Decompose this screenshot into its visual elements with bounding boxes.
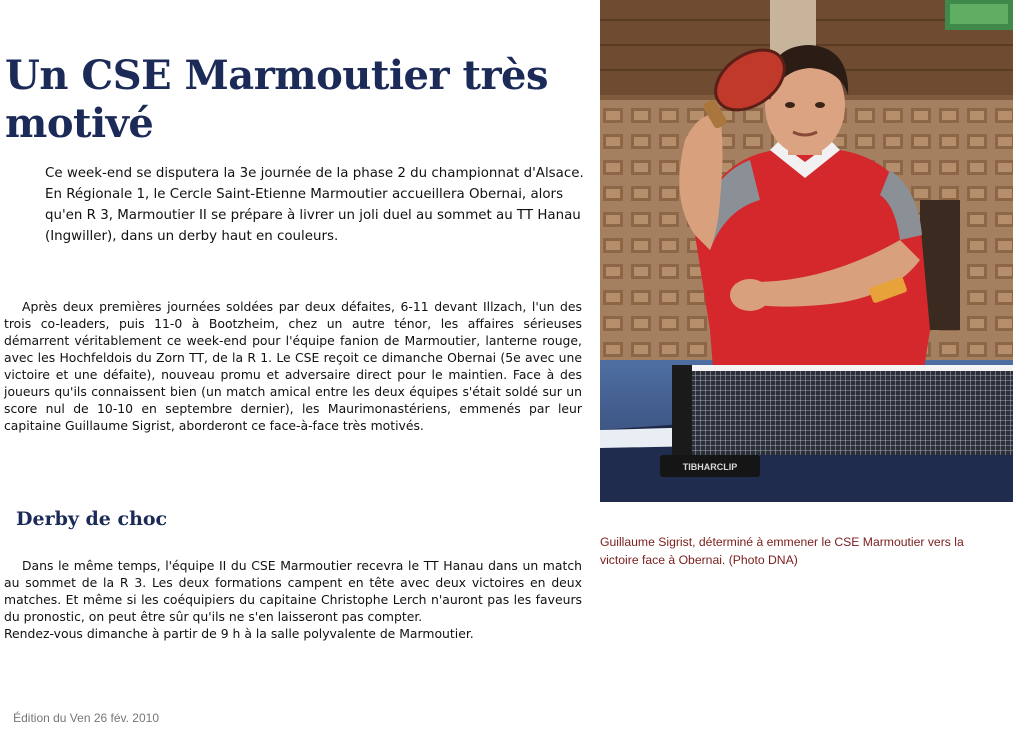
article-subheading: Derby de choc: [16, 508, 168, 530]
article-paragraph-2: Dans le même temps, l'équipe II du CSE Marmoutier recevra le TT Hanau dans un match au sommet de la R 3. Les deux formations campent en tête avec deux victoires en deux matches. Et même si les coéquipiers du capitaine Christophe Lerch n'auront pas les faveurs du pronostic, on peut être sûr qu'ils ne s'en laisseront pas compter.: [4, 558, 582, 624]
photo-caption: Guillaume Sigrist, déterminé à emmener le CSE Marmoutier vers la victoire face à Obernai. (Photo DNA): [600, 535, 964, 567]
article-paragraph-2-block: [4, 557, 582, 642]
edition-date: Édition du Ven 26 fév. 2010: [13, 711, 159, 725]
article-photo: [600, 0, 1013, 502]
article-paragraph-1: Après deux premières journées soldées par deux défaites, 6-11 devant Illzach, l'un des trois co-leaders, puis 11-0 à Bootzheim, chez un autre ténor, les affaires sérieuses démarrent véritablement ce week-end pour l'équipe fanion de Marmoutier, lanterne rouge, avec les Hochfeldois du Zorn TT, de la R 1. Le CSE reçoit ce dimanche Obernai (5e avec une victoire et une défaite), nouveau promu et adversaire direct pour le maintien. Face à des joueurs qu'ils connaissent bien (un match amical entre les deux équipes s'était soldé sur un score nul de 10-10 en septembre dernier), les Maurimonastériens, emmenés par leur capitaine Guillaume Sigrist, aborderont ce face-à-face très motivés.: [4, 299, 582, 433]
net-brand-label: TIBHARCLIP: [682, 462, 738, 472]
article-lead: Ce week-end se disputera la 3e journée de la phase 2 du championnat d'Alsace. En Régionale 1, le Cercle Saint-Etienne Marmoutier accueillera Obernai, alors qu'en R 3, Marmoutier II se prépare à livrer un joli duel au sommet au TT Hanau (Ingwiller), dans un derby haut en couleurs.: [45, 166, 584, 244]
table-tennis-player-photo: [600, 0, 1013, 502]
article-paragraph-3: Rendez-vous dimanche à partir de 9 h à la salle polyvalente de Marmoutier.: [4, 626, 474, 641]
article-headline: Un CSE Marmoutier très motivé: [5, 52, 549, 147]
